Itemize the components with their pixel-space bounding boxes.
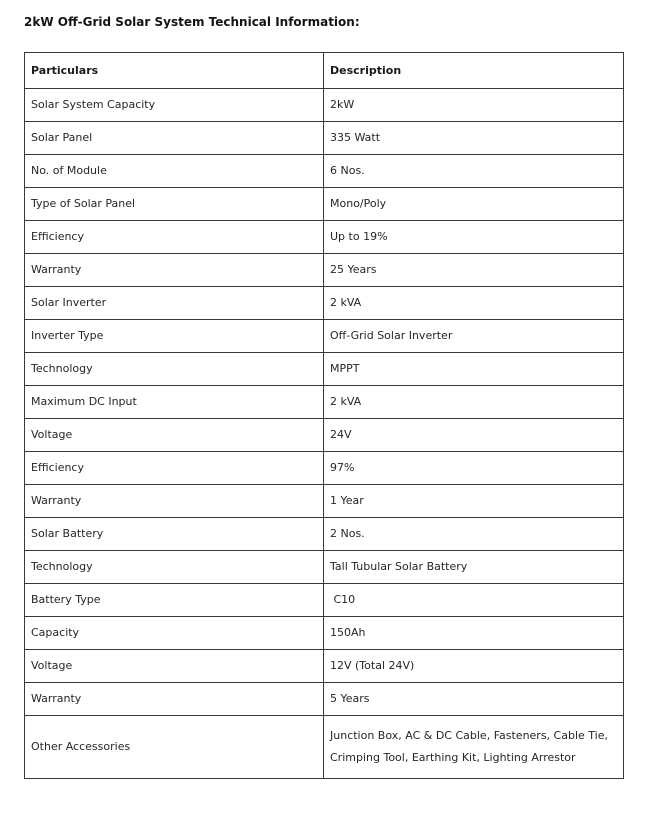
particular-cell: Inverter Type: [25, 320, 324, 353]
technical-info-table: [24, 52, 624, 779]
table-row: [25, 650, 624, 683]
description-cell: 5 Years: [324, 683, 624, 716]
description-cell: 335 Watt: [324, 122, 624, 155]
table-row: [25, 386, 624, 419]
table-row: [25, 617, 624, 650]
table-row: [25, 584, 624, 617]
header-particulars: Particulars: [25, 53, 324, 89]
table-row: [25, 716, 624, 779]
table-row: [25, 683, 624, 716]
table-row: [25, 419, 624, 452]
table-row: [25, 518, 624, 551]
particular-cell: Efficiency: [25, 452, 324, 485]
description-cell: Tall Tubular Solar Battery: [324, 551, 624, 584]
particular-cell: Solar Battery: [25, 518, 324, 551]
particular-cell: Battery Type: [25, 584, 324, 617]
description-cell: 150Ah: [324, 617, 624, 650]
table-header-row: [25, 53, 624, 89]
description-cell: 12V (Total 24V): [324, 650, 624, 683]
description-cell: 1 Year: [324, 485, 624, 518]
particular-cell: Technology: [25, 353, 324, 386]
table-row: [25, 89, 624, 122]
particular-cell: Efficiency: [25, 221, 324, 254]
table-row: [25, 353, 624, 386]
description-cell: 2 Nos.: [324, 518, 624, 551]
page-heading: 2kW Off-Grid Solar System Technical Information:: [24, 15, 360, 29]
table-row: [25, 320, 624, 353]
particular-cell: Solar Panel: [25, 122, 324, 155]
description-cell: Off-Grid Solar Inverter: [324, 320, 624, 353]
particular-cell: Other Accessories: [25, 716, 324, 779]
description-cell: 6 Nos.: [324, 155, 624, 188]
table-row: [25, 485, 624, 518]
description-cell: 97%: [324, 452, 624, 485]
description-cell: 25 Years: [324, 254, 624, 287]
description-cell: Junction Box, AC & DC Cable, Fasteners, Cable Tie, Crimping Tool, Earthing Kit, Lighting Arrestor: [324, 716, 624, 779]
table-row: [25, 122, 624, 155]
table-row: [25, 551, 624, 584]
particular-cell: Technology: [25, 551, 324, 584]
description-cell: 2 kVA: [324, 287, 624, 320]
table-row: [25, 188, 624, 221]
particular-cell: Warranty: [25, 254, 324, 287]
particular-cell: Capacity: [25, 617, 324, 650]
particular-cell: Voltage: [25, 419, 324, 452]
particular-cell: Voltage: [25, 650, 324, 683]
description-cell: 2kW: [324, 89, 624, 122]
description-cell: Mono/Poly: [324, 188, 624, 221]
header-description: Description: [324, 53, 624, 89]
table-row: [25, 452, 624, 485]
particular-cell: Solar Inverter: [25, 287, 324, 320]
particular-cell: Warranty: [25, 485, 324, 518]
table-row: [25, 155, 624, 188]
description-cell: MPPT: [324, 353, 624, 386]
particular-cell: Maximum DC Input: [25, 386, 324, 419]
description-cell: Up to 19%: [324, 221, 624, 254]
description-cell: C10: [324, 584, 624, 617]
particular-cell: Type of Solar Panel: [25, 188, 324, 221]
particular-cell: Warranty: [25, 683, 324, 716]
table-row: [25, 254, 624, 287]
description-cell: 24V: [324, 419, 624, 452]
particular-cell: Solar System Capacity: [25, 89, 324, 122]
table-row: [25, 287, 624, 320]
description-cell: 2 kVA: [324, 386, 624, 419]
particular-cell: No. of Module: [25, 155, 324, 188]
table-row: [25, 221, 624, 254]
